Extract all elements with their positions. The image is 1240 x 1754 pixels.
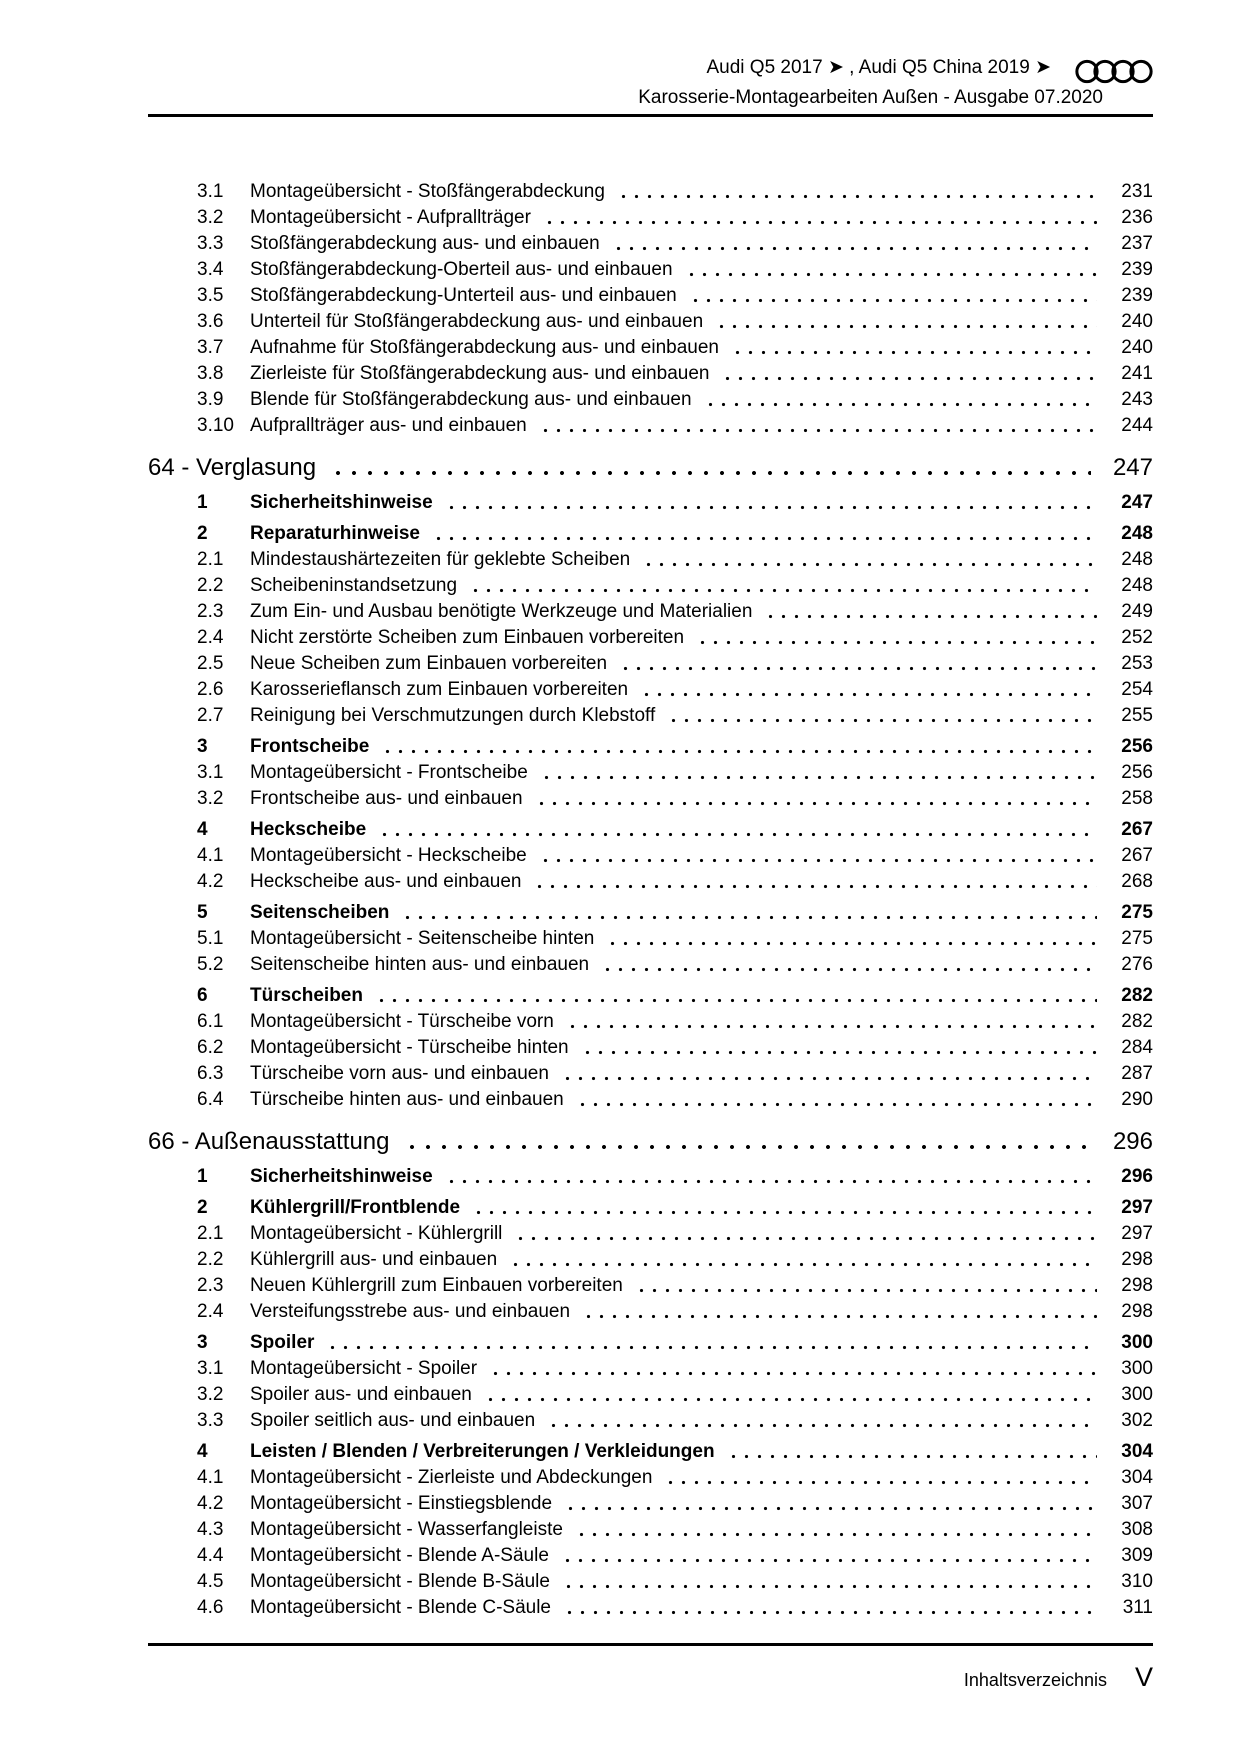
toc-entry-number: 2.1	[197, 1223, 224, 1244]
toc-entry-title: Blende für Stoßfängerabdeckung aus- und einbauen	[250, 389, 692, 410]
toc-entry-row	[148, 599, 1153, 625]
toc-entry-number: 2.3	[197, 601, 224, 622]
toc-entry-row	[148, 1247, 1153, 1273]
dot-leader	[472, 1195, 1097, 1221]
audi-rings-icon	[1075, 58, 1153, 85]
toc-entry-number: 4.2	[197, 871, 224, 892]
toc-entry-title: Frontscheibe	[250, 736, 370, 757]
toc-entry-number: 3	[197, 1332, 208, 1353]
toc-entry-title: Spoiler	[250, 1332, 315, 1353]
toc-entry-row	[148, 1543, 1153, 1569]
toc-entry-page: 282	[1121, 1011, 1153, 1032]
dot-leader	[432, 521, 1097, 547]
toc-entry-page: 240	[1121, 337, 1153, 358]
dot-leader	[612, 231, 1097, 257]
toc-entry-page: 298	[1121, 1301, 1153, 1322]
toc-entry-number: 2.5	[197, 653, 224, 674]
toc-entry-title: Unterteil für Stoßfängerabdeckung aus- und einbauen	[250, 311, 704, 332]
toc-entry-number: 3.9	[197, 389, 224, 410]
dot-leader	[667, 703, 1097, 729]
toc-entry-row	[148, 1517, 1153, 1543]
toc-entry-title: Heckscheibe aus- und einbauen	[250, 871, 522, 892]
toc-entry-page: 304	[1121, 1441, 1153, 1462]
toc-entry-page: 284	[1121, 1037, 1153, 1058]
dot-leader	[561, 1543, 1097, 1569]
dot-leader	[561, 1061, 1097, 1087]
toc-entry-page: 256	[1121, 736, 1153, 757]
toc-entry-title: Montageübersicht - Aufprallträger	[250, 207, 531, 228]
toc-entry-number: 4.6	[197, 1597, 224, 1618]
toc-entry-page: 267	[1121, 845, 1153, 866]
toc-entry-title: Reparaturhinweise	[250, 523, 420, 544]
toc-entry-title: Montageübersicht - Blende C-Säule	[250, 1597, 552, 1618]
toc-entry-title: Seitenscheiben	[250, 902, 390, 923]
toc-entry-title: Spoiler seitlich aus- und einbauen	[250, 1410, 536, 1431]
toc-entry-row	[148, 1273, 1153, 1299]
toc-entry-title: Seitenscheibe hinten aus- und einbauen	[250, 954, 590, 975]
toc-entry-title: Sicherheitshinweise	[250, 492, 433, 513]
toc-entry-page: 240	[1121, 311, 1153, 332]
toc-entry-title: Sicherheitshinweise	[250, 1166, 433, 1187]
dot-leader	[547, 1408, 1097, 1434]
dot-leader	[704, 387, 1097, 413]
dot-leader	[619, 651, 1097, 677]
toc-entry-page: 310	[1121, 1571, 1153, 1592]
page-header	[148, 0, 1153, 117]
toc-entry-number: 3.6	[197, 311, 224, 332]
toc-entry-row	[148, 651, 1153, 677]
dot-leader	[715, 309, 1097, 335]
toc-entry-page: 304	[1121, 1467, 1153, 1488]
toc-entry-number: 2.1	[197, 549, 224, 570]
toc-entry-title: Montageübersicht - Einstiegsblende	[250, 1493, 553, 1514]
toc-entry-page: 300	[1121, 1358, 1153, 1379]
toc-entry-title: Montageübersicht - Zierleiste und Abdeckungen	[250, 1467, 653, 1488]
toc-entry-number: 3.7	[197, 337, 224, 358]
toc-entry-page: 258	[1121, 788, 1153, 809]
toc-entry-page: 290	[1121, 1089, 1153, 1110]
toc-entry-number: 6.1	[197, 1011, 224, 1032]
toc-entry-number: 2	[197, 523, 208, 544]
toc-entry-row	[148, 361, 1153, 387]
toc-entry-number: 2.2	[197, 575, 224, 596]
toc-entry-title: Montageübersicht - Heckscheibe	[250, 845, 527, 866]
toc-section-page: 247	[1112, 454, 1153, 481]
dot-leader	[484, 1382, 1097, 1408]
toc-entry-row	[148, 786, 1153, 812]
toc-entry-page: 296	[1121, 1166, 1153, 1187]
toc-entry-number: 4.3	[197, 1519, 224, 1540]
toc-entry-row	[148, 1087, 1153, 1113]
toc-entry-page: 248	[1121, 523, 1153, 544]
toc-entry-row	[148, 490, 1153, 516]
toc-entry-page: 275	[1121, 928, 1153, 949]
page-footer	[148, 1643, 1153, 1693]
toc-entry-number: 2.6	[197, 679, 224, 700]
toc-entry-number: 4.2	[197, 1493, 224, 1514]
header-subtitle-line: Karosserie-Montagearbeiten Außen - Ausgabe 07.2020	[638, 87, 1103, 108]
toc-entry-title: Zum Ein- und Ausbau benötigte Werkzeuge und Materialien	[250, 601, 753, 622]
toc-entry-page: 308	[1121, 1519, 1153, 1540]
dot-leader	[617, 179, 1097, 205]
toc-entry-number: 1	[197, 492, 208, 513]
dot-leader	[575, 1517, 1097, 1543]
toc-entry-page: 282	[1121, 985, 1153, 1006]
toc-entry-number: 6.2	[197, 1037, 224, 1058]
toc-entry-row	[148, 179, 1153, 205]
dot-leader	[640, 677, 1097, 703]
toc-entry-page: 254	[1121, 679, 1153, 700]
dot-leader	[535, 786, 1097, 812]
toc-entry-row	[148, 387, 1153, 413]
toc-entry-title: Kühlergrill aus- und einbauen	[250, 1249, 498, 1270]
dot-leader	[601, 952, 1097, 978]
dot-leader	[689, 283, 1097, 309]
toc-entry-page: 248	[1121, 575, 1153, 596]
dot-leader	[539, 843, 1097, 869]
toc-entry-number: 3.3	[197, 233, 224, 254]
toc-entry-title: Nicht zerstörte Scheiben zum Einbauen vorbereiten	[250, 627, 685, 648]
toc-entry-row	[148, 283, 1153, 309]
toc-entry-page: 231	[1121, 181, 1153, 202]
dot-leader	[514, 1221, 1097, 1247]
toc-section-row	[148, 1125, 1153, 1159]
toc-entry-page: 275	[1121, 902, 1153, 923]
toc-entry-number: 2.3	[197, 1275, 224, 1296]
dot-leader	[563, 1595, 1097, 1621]
toc-entry-title: Reinigung bei Verschmutzungen durch Klebstoff	[250, 705, 656, 726]
toc-entry-number: 5	[197, 902, 208, 923]
dot-leader	[685, 257, 1097, 283]
toc-entry-row	[148, 1009, 1153, 1035]
toc-entry-number: 3.1	[197, 181, 224, 202]
toc-entry-number: 4.1	[197, 1467, 224, 1488]
toc-entry-number: 6	[197, 985, 208, 1006]
dot-leader	[576, 1087, 1097, 1113]
toc-entry-page: 255	[1121, 705, 1153, 726]
toc-entry-page: 298	[1121, 1275, 1153, 1296]
toc-entry-row	[148, 1299, 1153, 1325]
toc-entry-page: 311	[1122, 1597, 1153, 1618]
dot-leader	[764, 599, 1097, 625]
toc-entry-number: 3.10	[197, 415, 234, 436]
toc-entry-number: 4	[197, 1441, 208, 1462]
toc-entry-row	[148, 734, 1153, 760]
dot-leader	[378, 817, 1097, 843]
toc-entry-title: Montageübersicht - Stoßfängerabdeckung	[250, 181, 605, 202]
toc-entry-row	[148, 1221, 1153, 1247]
toc-entry-row	[148, 926, 1153, 952]
toc-entry-number: 6.3	[197, 1063, 224, 1084]
toc-entry-number: 2.7	[197, 705, 224, 726]
toc-entry-page: 268	[1121, 871, 1153, 892]
toc-entry-title: Aufnahme für Stoßfängerabdeckung aus- und einbauen	[250, 337, 719, 358]
toc-entry-row	[148, 1330, 1153, 1356]
dot-leader	[731, 335, 1097, 361]
toc-entry-number: 2	[197, 1197, 208, 1218]
dot-leader	[330, 451, 1091, 485]
toc-entry-page: 243	[1121, 389, 1153, 410]
toc-entry-page: 298	[1121, 1249, 1153, 1270]
toc-entry-row	[148, 900, 1153, 926]
toc-entry-title: Montageübersicht - Türscheibe vorn	[250, 1011, 554, 1032]
toc-entry-page: 236	[1121, 207, 1153, 228]
toc-entry-page: 309	[1121, 1545, 1153, 1566]
toc-entry-page: 300	[1121, 1332, 1153, 1353]
toc-entry-row	[148, 952, 1153, 978]
toc-entry-row	[148, 1491, 1153, 1517]
toc-entry-row	[148, 521, 1153, 547]
toc-entry-row	[148, 547, 1153, 573]
header-title-row	[148, 52, 1153, 84]
toc-section-page: 296	[1112, 1128, 1153, 1155]
header-model-line: Audi Q5 2017 ➤ , Audi Q5 China 2019 ➤	[706, 57, 1051, 78]
toc-entry-number: 4.5	[197, 1571, 224, 1592]
toc-entry-page: 276	[1121, 954, 1153, 975]
dot-leader	[562, 1569, 1097, 1595]
toc-entry-title: Montageübersicht - Blende A-Säule	[250, 1545, 549, 1566]
toc-entry-row	[148, 335, 1153, 361]
dot-leader	[721, 361, 1097, 387]
table-of-contents	[148, 117, 1153, 1621]
toc-entry-page: 287	[1121, 1063, 1153, 1084]
toc-entry-title: Kühlergrill/Frontblende	[250, 1197, 461, 1218]
toc-entry-page: 300	[1121, 1384, 1153, 1405]
toc-section-row	[148, 451, 1153, 485]
toc-entry-row	[148, 983, 1153, 1009]
toc-entry-row	[148, 1164, 1153, 1190]
dot-leader	[606, 926, 1097, 952]
toc-entry-row	[148, 1408, 1153, 1434]
toc-entry-page: 239	[1121, 285, 1153, 306]
toc-entry-row	[148, 760, 1153, 786]
toc-entry-row	[148, 843, 1153, 869]
dot-leader	[489, 1356, 1097, 1382]
toc-entry-title: Neue Scheiben zum Einbauen vorbereiten	[250, 653, 608, 674]
toc-entry-page: 253	[1121, 653, 1153, 674]
toc-entry-page: 247	[1121, 492, 1153, 513]
toc-entry-page: 307	[1121, 1493, 1153, 1514]
toc-entry-title: Versteifungsstrebe aus- und einbauen	[250, 1301, 571, 1322]
toc-entry-number: 3.8	[197, 363, 224, 384]
toc-entry-page: 237	[1121, 233, 1153, 254]
toc-entry-title: Aufprallträger aus- und einbauen	[250, 415, 527, 436]
toc-entry-page: 297	[1121, 1197, 1153, 1218]
toc-entry-number: 5.1	[197, 928, 224, 949]
dot-leader	[539, 413, 1097, 439]
toc-entry-title: Türscheiben	[250, 985, 363, 1006]
dot-leader	[469, 573, 1097, 599]
toc-entry-title: Türscheibe vorn aus- und einbauen	[250, 1063, 549, 1084]
toc-entry-row	[148, 309, 1153, 335]
toc-entry-title: Montageübersicht - Kühlergrill	[250, 1223, 503, 1244]
dot-leader	[404, 1125, 1092, 1159]
toc-entry-title: Montageübersicht - Seitenscheibe hinten	[250, 928, 595, 949]
toc-entry-title: Zierleiste für Stoßfängerabdeckung aus- und einbauen	[250, 363, 710, 384]
toc-entry-row	[148, 869, 1153, 895]
dot-leader	[727, 1439, 1097, 1465]
toc-entry-title: Stoßfängerabdeckung-Unterteil aus- und einbauen	[250, 285, 677, 306]
dot-leader	[696, 625, 1097, 651]
toc-entry-number: 3.3	[197, 1410, 224, 1431]
toc-entry-page: 252	[1121, 627, 1153, 648]
toc-entry-title: Stoßfängerabdeckung aus- und einbauen	[250, 233, 600, 254]
toc-entry-row	[148, 1439, 1153, 1465]
toc-entry-page: 302	[1121, 1410, 1153, 1431]
dot-leader	[445, 490, 1097, 516]
toc-entry-number: 6.4	[197, 1089, 224, 1110]
dot-leader	[635, 1273, 1097, 1299]
toc-entry-title: Montageübersicht - Spoiler	[250, 1358, 478, 1379]
dot-leader	[564, 1491, 1097, 1517]
toc-section-title: 66 - Außenausstattung	[148, 1128, 390, 1155]
toc-entry-number: 2.2	[197, 1249, 224, 1270]
toc-entry-title: Spoiler aus- und einbauen	[250, 1384, 472, 1405]
toc-entry-row	[148, 1035, 1153, 1061]
toc-entry-page: 256	[1121, 762, 1153, 783]
toc-entry-row	[148, 1061, 1153, 1087]
toc-entry-number: 4.4	[197, 1545, 224, 1566]
toc-entry-title: Leisten / Blenden / Verbreiterungen / Verkleidungen	[250, 1441, 715, 1462]
toc-entry-number: 2.4	[197, 1301, 224, 1322]
toc-entry-number: 3.4	[197, 259, 224, 280]
dot-leader	[401, 900, 1097, 926]
toc-entry-page: 267	[1121, 819, 1153, 840]
dot-leader	[566, 1009, 1097, 1035]
footer-label: Inhaltsverzeichnis	[963, 1670, 1107, 1690]
toc-entry-title: Montageübersicht - Frontscheibe	[250, 762, 528, 783]
toc-entry-row	[148, 703, 1153, 729]
toc-entry-title: Montageübersicht - Türscheibe hinten	[250, 1037, 569, 1058]
toc-entry-title: Frontscheibe aus- und einbauen	[250, 788, 523, 809]
toc-entry-row	[148, 257, 1153, 283]
toc-entry-number: 3.2	[197, 788, 224, 809]
toc-entry-row	[148, 231, 1153, 257]
toc-entry-number: 3.2	[197, 207, 224, 228]
toc-entry-number: 3.1	[197, 1358, 224, 1379]
toc-entry-number: 2.4	[197, 627, 224, 648]
dot-leader	[540, 760, 1097, 786]
dot-leader	[326, 1330, 1097, 1356]
toc-entry-number: 4.1	[197, 845, 224, 866]
toc-entry-title: Scheibeninstandsetzung	[250, 575, 458, 596]
toc-entry-page: 241	[1121, 363, 1153, 384]
toc-entry-number: 3.2	[197, 1384, 224, 1405]
toc-entry-page: 244	[1121, 415, 1153, 436]
toc-entry-row	[148, 573, 1153, 599]
toc-entry-title: Neuen Kühlergrill zum Einbauen vorbereiten	[250, 1275, 623, 1296]
toc-section-title: 64 - Verglasung	[148, 454, 317, 481]
toc-entry-title: Stoßfängerabdeckung-Oberteil aus- und einbauen	[250, 259, 673, 280]
toc-entry-number: 3.1	[197, 762, 224, 783]
toc-entry-title: Mindestaushärtezeiten für geklebte Scheiben	[250, 549, 631, 570]
dot-leader	[582, 1299, 1097, 1325]
toc-entry-row	[148, 1382, 1153, 1408]
dot-leader	[381, 734, 1097, 760]
toc-entry-title: Heckscheibe	[250, 819, 367, 840]
footer-rule	[148, 1643, 1153, 1646]
toc-entry-number: 3	[197, 736, 208, 757]
dot-leader	[509, 1247, 1097, 1273]
dot-leader	[375, 983, 1097, 1009]
toc-entry-title: Karosserieflansch zum Einbauen vorbereiten	[250, 679, 629, 700]
toc-entry-page: 248	[1121, 549, 1153, 570]
dot-leader	[543, 205, 1097, 231]
footer-text-row	[148, 1662, 1153, 1693]
toc-entry-page: 239	[1121, 259, 1153, 280]
footer-page-number: V	[1134, 1662, 1153, 1692]
dot-leader	[445, 1164, 1097, 1190]
toc-entry-row	[148, 677, 1153, 703]
dot-leader	[664, 1465, 1097, 1491]
toc-entry-row	[148, 205, 1153, 231]
dot-leader	[581, 1035, 1097, 1061]
toc-entry-row	[148, 1465, 1153, 1491]
toc-entry-page: 249	[1121, 601, 1153, 622]
toc-entry-page: 297	[1121, 1223, 1153, 1244]
toc-entry-title: Montageübersicht - Wasserfangleiste	[250, 1519, 563, 1540]
toc-entry-row	[148, 1195, 1153, 1221]
dot-leader	[642, 547, 1097, 573]
dot-leader	[533, 869, 1097, 895]
toc-entry-row	[148, 817, 1153, 843]
toc-entry-title: Türscheibe hinten aus- und einbauen	[250, 1089, 564, 1110]
toc-entry-title: Montageübersicht - Blende B-Säule	[250, 1571, 550, 1592]
toc-entry-number: 4	[197, 819, 208, 840]
toc-entry-row	[148, 625, 1153, 651]
toc-entry-number: 1	[197, 1166, 208, 1187]
toc-entry-number: 5.2	[197, 954, 224, 975]
toc-entry-row	[148, 1356, 1153, 1382]
toc-entry-row	[148, 413, 1153, 439]
toc-entry-row	[148, 1595, 1153, 1621]
toc-entry-number: 3.5	[197, 285, 224, 306]
toc-entry-row	[148, 1569, 1153, 1595]
